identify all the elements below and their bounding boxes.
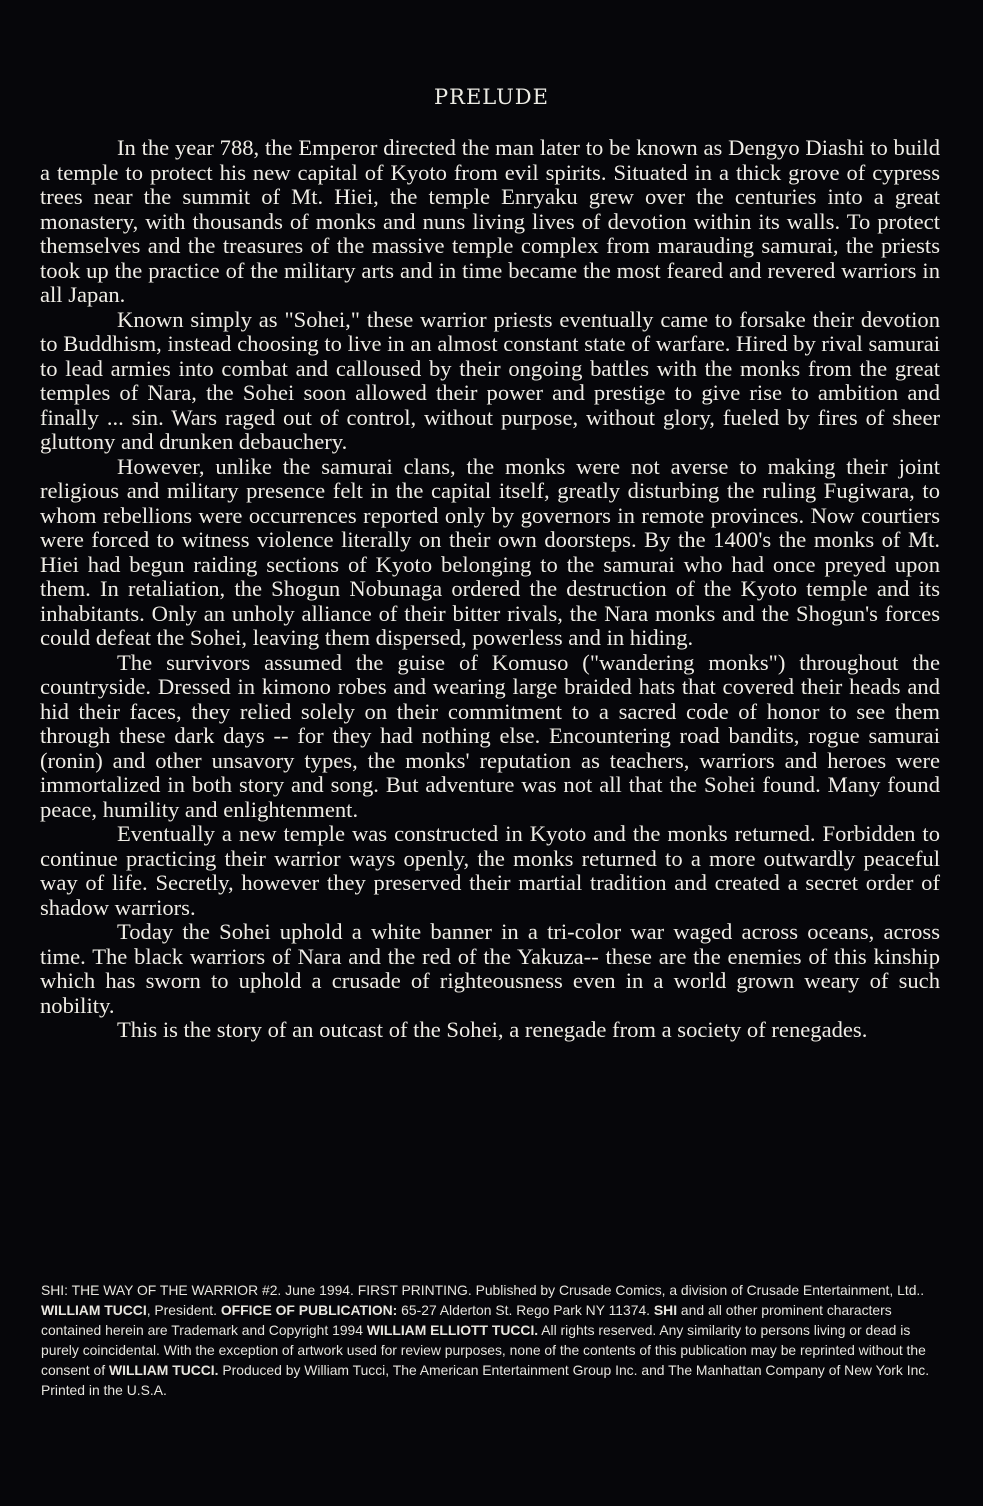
paragraph-1: In the year 788, the Emperor directed the man later to be known as Dengyo Diashi to build a temple to protect his new capital of Kyoto from evil spirits. Situated in a thick grove of cypress trees near the summit of Mt. Hiei, the temple Enryaku grew over the centuries into a great monastery, with thousands of monks and nuns living lives of devotion within its walls. To protect themselves and the treasures of the massive temple complex from marauding samurai, the priests took up the practice of the military arts and in time became the most feared and revered warriors in all Japan. bbox=[40, 135, 940, 307]
indicia-shi: SHI bbox=[653, 1301, 678, 1318]
indicia-name-2: WILLIAM ELLIOTT TUCCI. bbox=[366, 1321, 539, 1338]
indicia-text-4: and all other prominent characters contained herein are Trademark and Copyright 1994 bbox=[41, 1301, 892, 1338]
indicia-text-1: SHI: THE WAY OF THE WARRIOR #2. June 1994. FIRST PRINTING. Published by Crusade Comics, a division of Crusade Entertainment, Ltd.. bbox=[41, 1282, 925, 1298]
paragraph-6: Today the Sohei uphold a white banner in a tri-color war waged across oceans, across time. The black warriors of Nara and the red of the Yakuza-- these are the enemies of this kinship which has sworn to uphold a crusade of righteousness even in a world grown weary of such nobility. bbox=[40, 919, 940, 1018]
prelude-body bbox=[40, 136, 940, 1043]
indicia-text-2: , President. bbox=[146, 1301, 221, 1318]
indicia-name-3: WILLIAM TUCCI. bbox=[108, 1361, 219, 1378]
paragraph-4: The survivors assumed the guise of Komuso ("wandering monks") throughout the countryside. Dressed in kimono robes and wearing large braided hats that covered their heads and hid their faces, they relied solely on their commitment to a sacred code of honor to see them through these dark days -- for they had nothing else. Encountering road bandits, rogue samurai (ronin) and other unsavory types, the monks' reputation as teachers, warriors and heroes were immortalized in both story and song. But adventure was not all that the Sohei found. Many found peace, humility and enlightenment. bbox=[40, 649, 940, 822]
paragraph-5: Eventually a new temple was constructed in Kyoto and the monks returned. Forbidden to continue practicing their warrior ways openly, the monks returned to a more outwardly peaceful way of life. Secretly, however they preserved their martial tradition and created a secret order of shadow warriors. bbox=[40, 821, 940, 920]
indicia-office-label: OFFICE OF PUBLICATION: bbox=[220, 1301, 398, 1318]
prelude-title: PRELUDE bbox=[434, 85, 549, 109]
indicia-text-6: Produced by William Tucci, The American Entertainment Group Inc. and The Manhattan Company of New York Inc. Printed in the U.S.A. bbox=[41, 1361, 930, 1398]
paragraph-2: Known simply as "Sohei," these warrior priests eventually came to forsake their devotion to Buddhism, instead choosing to live in an almost constant state of warfare. Hired by rival samurai to lead armies into combat and calloused by their ongoing battles with the monks from the great temples of Nara, the Sohei soon allowed their power and prestige to give rise to ambition and finally ... sin. Wars raged out of control, without purpose, without glory, fueled by fires of sheer gluttony and drunken debauchery. bbox=[40, 306, 940, 454]
paragraph-3: However, unlike the samurai clans, the monks were not averse to making their joint religious and military presence felt in the capital itself, greatly disturbing the ruling Fugiwara, to whom rebellions were occurrences reported only by governors in remote provinces. Now courtiers were forced to witness violence literally on their own doorsteps. By the 1400's the monks of Mt. Hiei had begun raiding sections of Kyoto belonging to the samurai who had once preyed upon them. In retaliation, the Shogun Nobunaga ordered the destruction of the Kyoto temple and its inhabitants. Only an unholy alliance of their bitter rivals, the Nara monks and the Shogun's forces could defeat the Sohei, leaving them dispersed, powerless and in hiding. bbox=[40, 453, 940, 650]
publication-indicia bbox=[41, 1281, 941, 1400]
indicia-name-1: WILLIAM TUCCI bbox=[41, 1301, 147, 1318]
indicia-text-3: 65-27 Alderton St. Rego Park NY 11374. bbox=[397, 1301, 654, 1318]
indicia-text-5: All rights reserved. Any similarity to persons living or dead is purely coincidental. With the exception of artwork used for review purposes, none of the contents of this publication may be reprinted without the consent of bbox=[41, 1321, 926, 1378]
paragraph-7: This is the story of an outcast of the Sohei, a renegade from a society of renegades. bbox=[117, 1017, 868, 1042]
